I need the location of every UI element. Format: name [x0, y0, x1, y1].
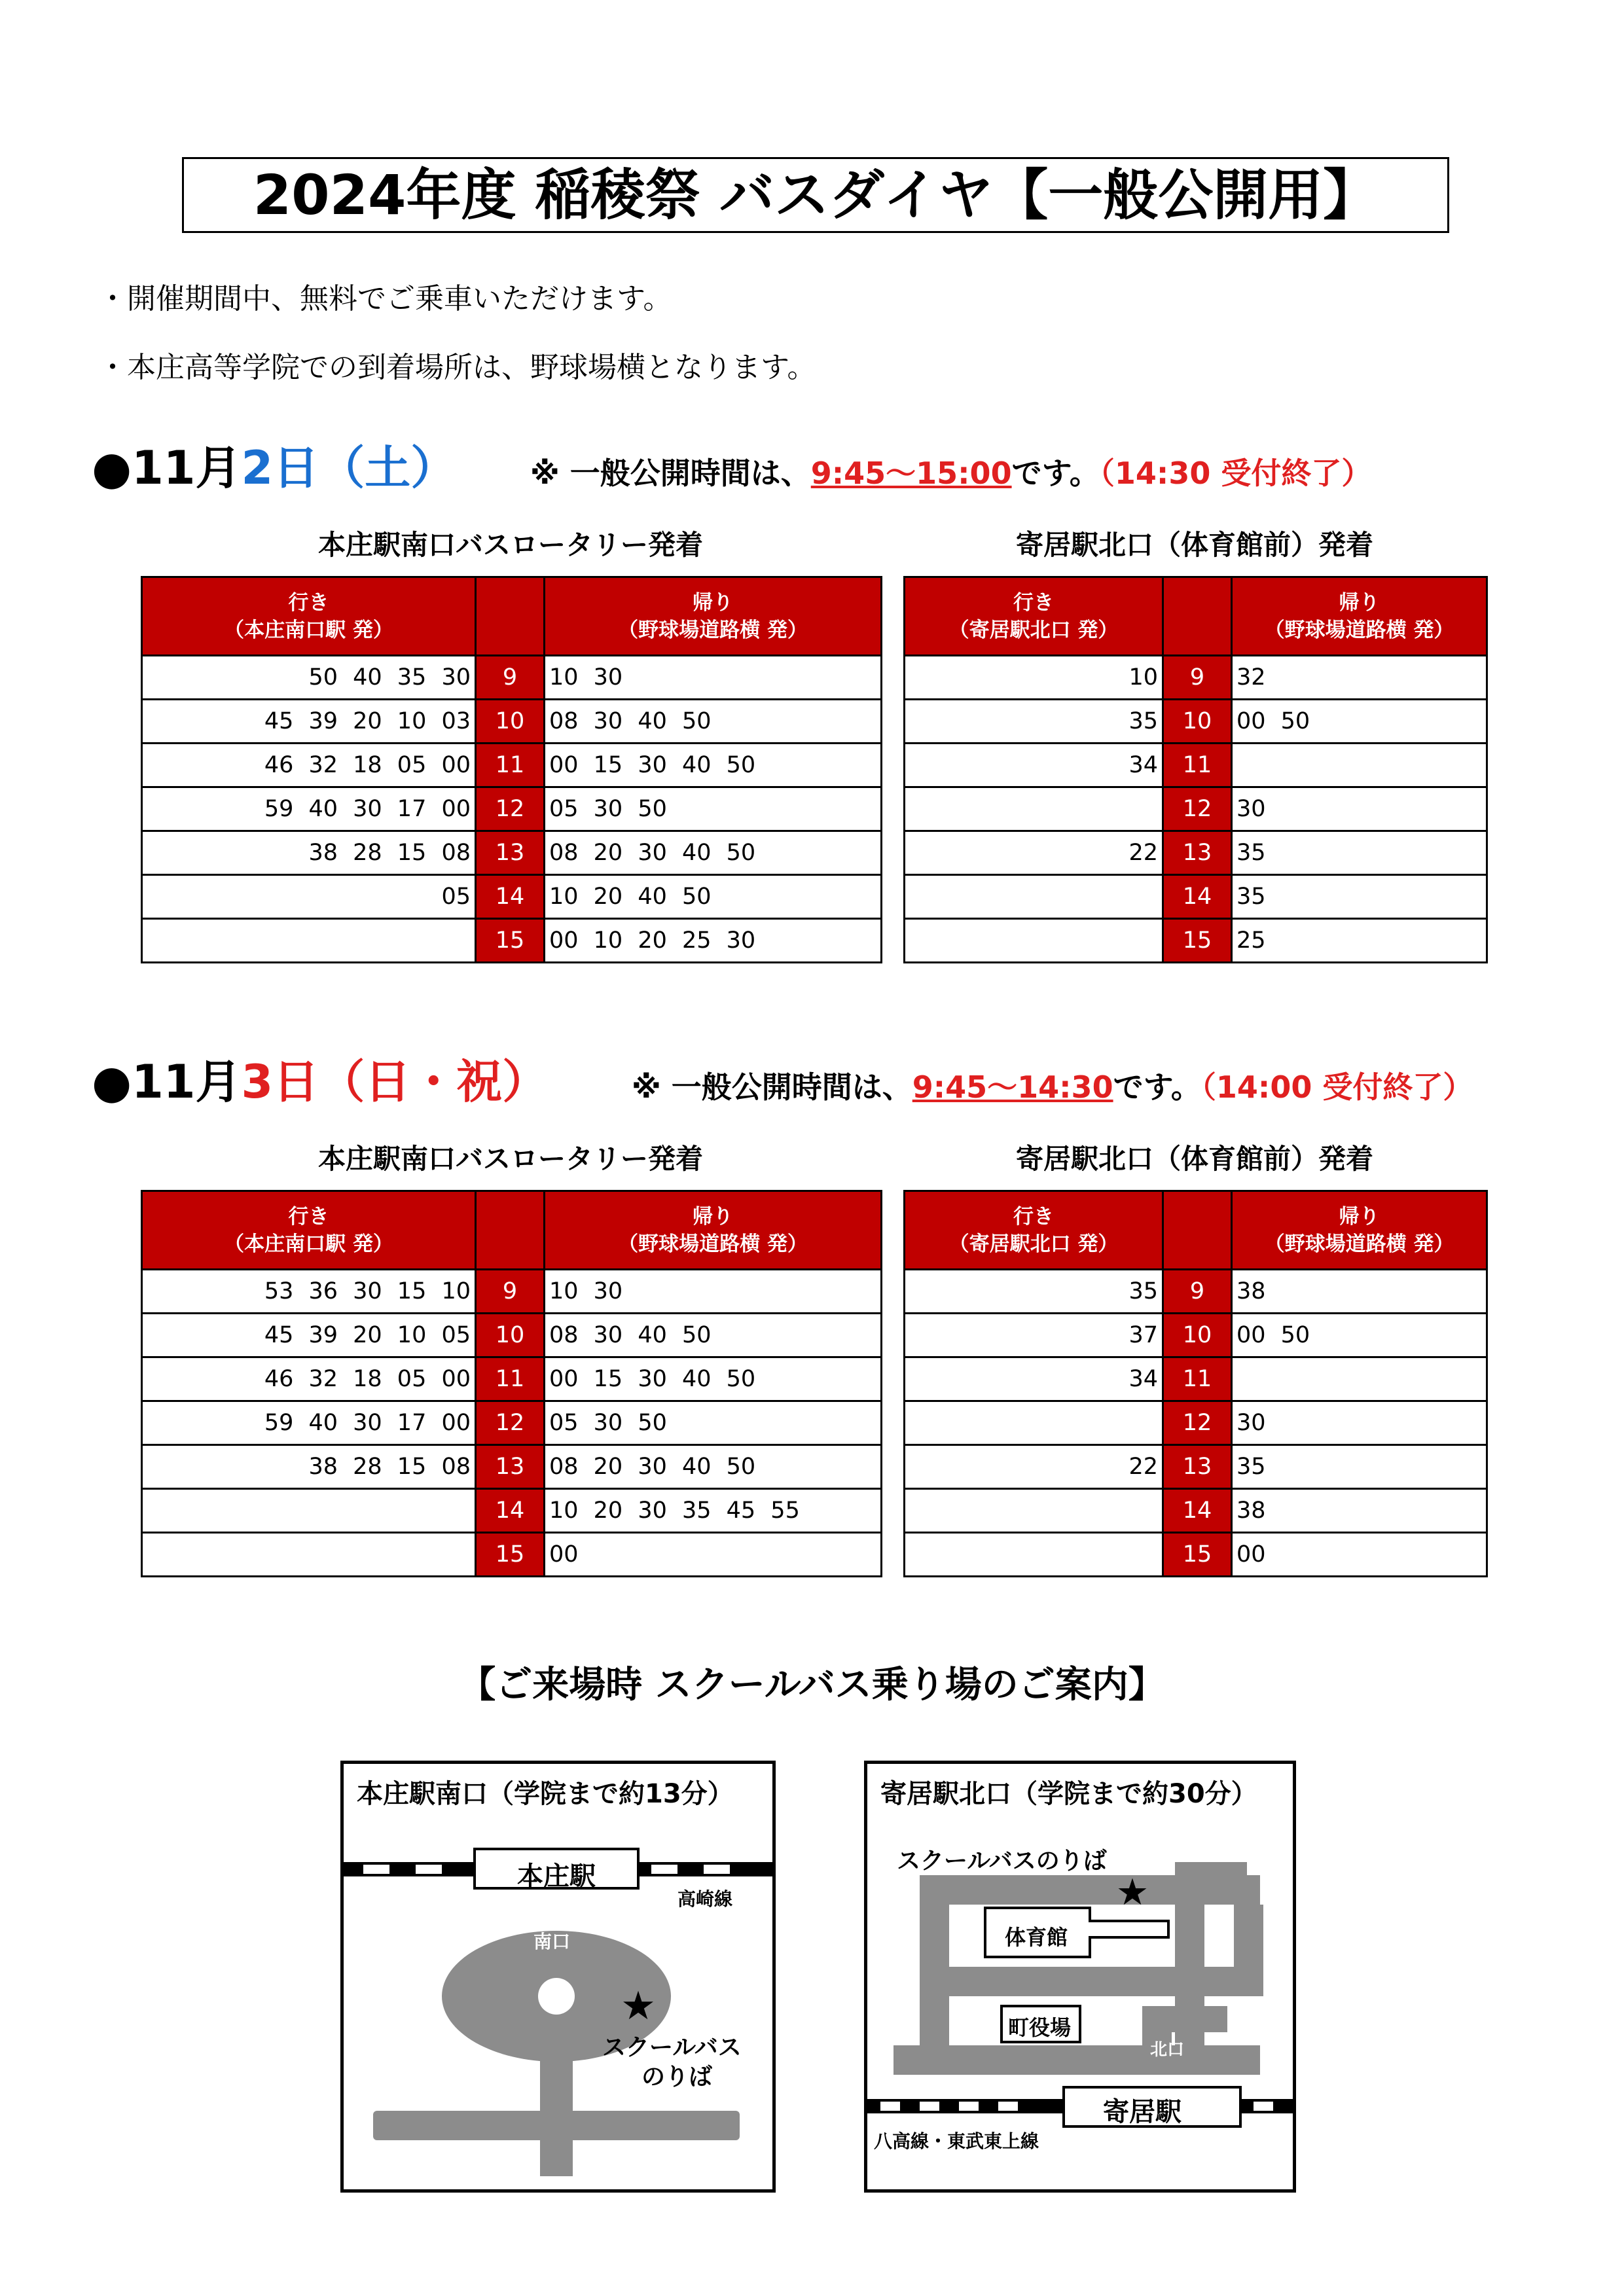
outbound-times: 05	[142, 875, 476, 919]
bus-stop-star-icon: ★	[1115, 1871, 1149, 1914]
outbound-times: 53 36 30 15 10	[142, 1270, 476, 1314]
day1-weekday: （土）	[319, 441, 457, 495]
hour-cell: 13	[1163, 831, 1232, 875]
table-row	[905, 1357, 1487, 1401]
map-yorii-stop: スクールバスのりば	[897, 1848, 1107, 1874]
map-yorii-station: 寄居駅	[1103, 2097, 1182, 2127]
note-arrival-place: ・本庄高等学院での到着場所は、野球場横となります。	[98, 351, 816, 384]
map-yorii	[864, 1761, 1296, 2193]
map-honjo-line: 高崎線	[677, 1888, 733, 1910]
map-honjo-drawing	[344, 1764, 772, 2189]
map-honjo-stop-line1: スクールバス	[602, 2034, 742, 2061]
hour-cell: 12	[1163, 787, 1232, 831]
day2-date-day: 日	[273, 1055, 319, 1109]
header-hour	[1163, 1191, 1232, 1270]
header-outbound: 行き （本庄南口駅 発）	[142, 577, 476, 656]
day1-notice-prefix: ※ 一般公開時間は、	[530, 456, 811, 491]
return-times: 00 15 30 40 50	[545, 1357, 882, 1401]
hour-cell: 15	[476, 919, 545, 963]
day2-honjo-station: 本庄駅南口バスロータリー発着	[317, 1143, 703, 1175]
map-yorii-drawing	[867, 1764, 1293, 2189]
hour-cell: 11	[1163, 1357, 1232, 1401]
outbound-times	[905, 1401, 1163, 1445]
header-return: 帰り （野球場道路横 発）	[545, 1191, 882, 1270]
return-times: 00	[1232, 1533, 1487, 1577]
map-honjo-exit: 南口	[533, 1931, 571, 1952]
table-row	[905, 875, 1487, 919]
table-row	[905, 1314, 1487, 1357]
outbound-times	[142, 1533, 476, 1577]
outbound-times: 45 39 20 10 05	[142, 1314, 476, 1357]
map-honjo-title: 本庄駅南口（学院まで約13分）	[357, 1779, 734, 1809]
guide-title: 【ご来場時 スクールバス乗り場のご案内】	[459, 1664, 1165, 1706]
day1-notice-reception: （14:30 受付終了）	[1099, 456, 1372, 491]
return-times: 10 20 40 50	[545, 875, 882, 919]
outbound-times: 59 40 30 17 00	[142, 1401, 476, 1445]
hour-cell: 10	[476, 1314, 545, 1357]
outbound-times: 46 32 18 05 00	[142, 744, 476, 787]
outbound-times: 37	[905, 1314, 1163, 1357]
table-row	[905, 919, 1487, 963]
hour-cell: 13	[476, 831, 545, 875]
header-return: 帰り （野球場道路横 発）	[1232, 1191, 1487, 1270]
return-times: 05 30 50	[545, 1401, 882, 1445]
table-row	[142, 875, 882, 919]
table-row	[905, 1533, 1487, 1577]
hour-cell: 11	[1163, 744, 1232, 787]
timetable-header-row	[905, 1191, 1487, 1270]
outbound-times: 34	[905, 1357, 1163, 1401]
outbound-times: 46 32 18 05 00	[142, 1357, 476, 1401]
header-hour	[476, 577, 545, 656]
return-times: 08 30 40 50	[545, 1314, 882, 1357]
day2-honjo-timetable	[141, 1190, 882, 1577]
day2-notice-prefix: ※ 一般公開時間は、	[632, 1069, 912, 1105]
outbound-times	[905, 787, 1163, 831]
table-row	[142, 1401, 882, 1445]
return-times: 35	[1232, 831, 1487, 875]
table-row	[142, 1445, 882, 1489]
hour-cell: 9	[476, 1270, 545, 1314]
return-times: 25	[1232, 919, 1487, 963]
return-times: 10 20 30 35 45 55	[545, 1489, 882, 1533]
hour-cell: 14	[476, 1489, 545, 1533]
table-row	[905, 787, 1487, 831]
table-row	[142, 1314, 882, 1357]
hour-cell: 9	[476, 656, 545, 700]
hour-cell: 15	[1163, 919, 1232, 963]
day1-honjo-timetable	[141, 576, 882, 963]
hour-cell: 13	[476, 1445, 545, 1489]
return-times: 10 30	[545, 1270, 882, 1314]
hour-cell: 12	[476, 1401, 545, 1445]
map-honjo	[340, 1761, 776, 2193]
return-times: 30	[1232, 787, 1487, 831]
table-row	[905, 1401, 1487, 1445]
hour-cell: 11	[476, 1357, 545, 1401]
outbound-times: 45 39 20 10 03	[142, 700, 476, 744]
return-times: 05 30 50	[545, 787, 882, 831]
hour-cell: 10	[476, 700, 545, 744]
hour-cell: 13	[1163, 1445, 1232, 1489]
day1-notice-suffix: です。	[1011, 456, 1100, 491]
page-title: 2024年度 稲稜祭 バスダイヤ【一般公開用】	[182, 157, 1449, 233]
day1-yorii-timetable	[903, 576, 1488, 963]
return-times	[1232, 744, 1487, 787]
hour-cell: 12	[1163, 1401, 1232, 1445]
hour-cell: 14	[1163, 1489, 1232, 1533]
hour-cell: 15	[1163, 1533, 1232, 1577]
outbound-times: 38 28 15 08	[142, 1445, 476, 1489]
day2-date-num: 3	[241, 1055, 274, 1109]
header-outbound: 行き （寄居駅北口 発）	[905, 1191, 1163, 1270]
table-row	[142, 831, 882, 875]
table-row	[905, 1270, 1487, 1314]
header-outbound: 行き （寄居駅北口 発）	[905, 577, 1163, 656]
day1-notice-hours: 9:45～15:00	[810, 456, 1012, 491]
outbound-times: 59 40 30 17 00	[142, 787, 476, 831]
hour-cell: 14	[476, 875, 545, 919]
day2-notice	[632, 1058, 1473, 1117]
day1-yorii-station: 寄居駅北口（体育館前）発着	[1015, 529, 1373, 561]
outbound-times: 22	[905, 831, 1163, 875]
hour-cell: 10	[1163, 700, 1232, 744]
return-times: 00 10 20 25 30	[545, 919, 882, 963]
return-times: 08 20 30 40 50	[545, 1445, 882, 1489]
outbound-times	[905, 875, 1163, 919]
table-row	[905, 656, 1487, 700]
return-times: 35	[1232, 1445, 1487, 1489]
return-times: 35	[1232, 875, 1487, 919]
outbound-times	[905, 1489, 1163, 1533]
hour-cell: 9	[1163, 1270, 1232, 1314]
day1-date-num: 2	[241, 441, 274, 495]
day1-date-day: 日	[273, 441, 319, 495]
map-yorii-line: 八高線・東武東上線	[874, 2130, 1039, 2152]
header-hour	[476, 1191, 545, 1270]
day2-notice-hours: 9:45～14:30	[912, 1069, 1113, 1105]
return-times: 00	[545, 1533, 882, 1577]
day2-date-prefix: ●11月	[92, 1055, 242, 1109]
day2-yorii-timetable	[903, 1190, 1488, 1577]
day1-date-prefix: ●11月	[92, 441, 242, 495]
outbound-times: 34	[905, 744, 1163, 787]
map-yorii-gym: 体育館	[1005, 1925, 1068, 1950]
outbound-times	[905, 919, 1163, 963]
map-yorii-exit: 北口	[1150, 2040, 1185, 2060]
table-row	[142, 1357, 882, 1401]
return-times: 08 30 40 50	[545, 700, 882, 744]
return-times: 00 50	[1232, 1314, 1487, 1357]
header-return: 帰り （野球場道路横 発）	[545, 577, 882, 656]
table-row	[142, 1270, 882, 1314]
return-times: 00 15 30 40 50	[545, 744, 882, 787]
hour-cell: 15	[476, 1533, 545, 1577]
day2-date	[92, 1052, 548, 1111]
table-row	[142, 787, 882, 831]
outbound-times	[142, 1489, 476, 1533]
hour-cell: 12	[476, 787, 545, 831]
table-row	[905, 831, 1487, 875]
table-row	[905, 700, 1487, 744]
return-times: 08 20 30 40 50	[545, 831, 882, 875]
day1-notice	[530, 444, 1371, 503]
hour-cell: 14	[1163, 875, 1232, 919]
hour-cell: 9	[1163, 656, 1232, 700]
note-free-ride: ・開催期間中、無料でご乗車いただけます。	[98, 282, 672, 315]
map-honjo-station: 本庄駅	[517, 1861, 596, 1892]
day2-weekday: （日・祝）	[319, 1055, 549, 1109]
return-times: 00 50	[1232, 700, 1487, 744]
outbound-times: 50 40 35 30	[142, 656, 476, 700]
outbound-times: 35	[905, 1270, 1163, 1314]
day2-notice-suffix: です。	[1113, 1069, 1201, 1105]
bus-stop-star-icon: ★	[621, 1983, 656, 2029]
table-row	[142, 1533, 882, 1577]
header-return: 帰り （野球場道路横 発）	[1232, 577, 1487, 656]
return-times: 38	[1232, 1270, 1487, 1314]
return-times: 32	[1232, 656, 1487, 700]
map-yorii-title: 寄居駅北口（学院まで約30分）	[880, 1779, 1257, 1809]
timetable-header-row	[142, 1191, 882, 1270]
outbound-times	[142, 919, 476, 963]
outbound-times	[905, 1533, 1163, 1577]
day1-honjo-station: 本庄駅南口バスロータリー発着	[317, 529, 703, 561]
table-row	[905, 1489, 1487, 1533]
outbound-times: 35	[905, 700, 1163, 744]
timetable-header-row	[142, 577, 882, 656]
day1-date	[92, 439, 456, 497]
outbound-times: 10	[905, 656, 1163, 700]
return-times: 38	[1232, 1489, 1487, 1533]
outbound-times: 22	[905, 1445, 1163, 1489]
timetable-header-row	[905, 577, 1487, 656]
header-hour	[1163, 577, 1232, 656]
hour-cell: 10	[1163, 1314, 1232, 1357]
table-row	[142, 700, 882, 744]
map-yorii-town-hall: 町役場	[1008, 2015, 1072, 2040]
hour-cell: 11	[476, 744, 545, 787]
table-row	[142, 656, 882, 700]
header-outbound: 行き （本庄南口駅 発）	[142, 1191, 476, 1270]
outbound-times: 38 28 15 08	[142, 831, 476, 875]
table-row	[905, 1445, 1487, 1489]
table-row	[142, 1489, 882, 1533]
table-row	[142, 919, 882, 963]
table-row	[905, 744, 1487, 787]
return-times: 30	[1232, 1401, 1487, 1445]
table-row	[142, 744, 882, 787]
return-times: 10 30	[545, 656, 882, 700]
return-times	[1232, 1357, 1487, 1401]
day2-yorii-station: 寄居駅北口（体育館前）発着	[1015, 1143, 1373, 1175]
day2-notice-reception: （14:00 受付終了）	[1200, 1069, 1473, 1105]
map-honjo-stop-line2: のりば	[641, 2064, 713, 2090]
